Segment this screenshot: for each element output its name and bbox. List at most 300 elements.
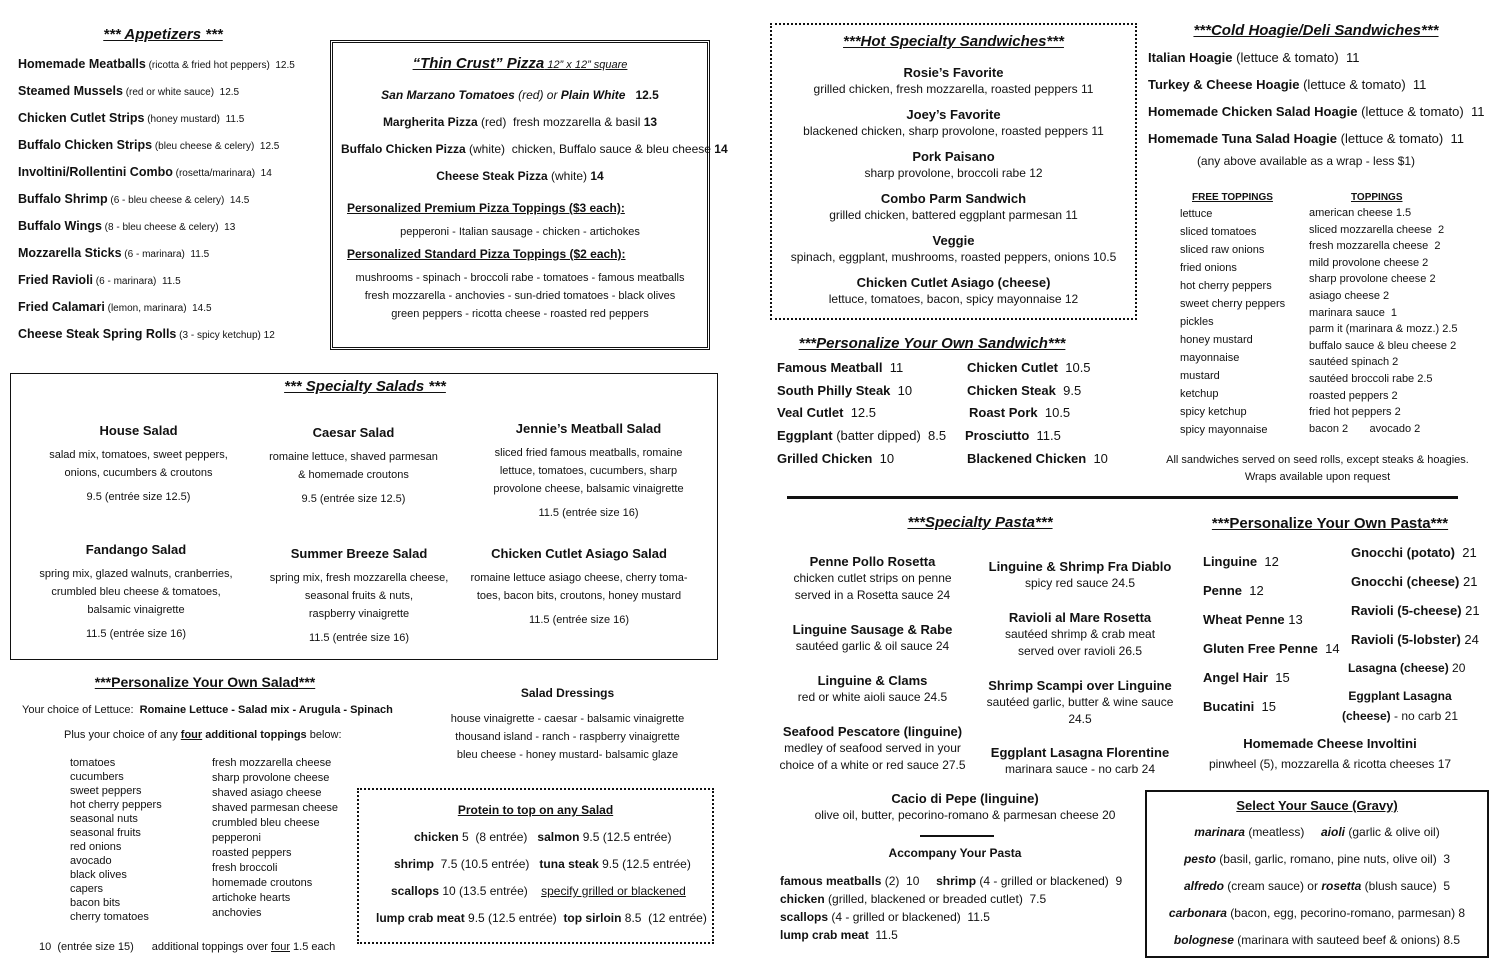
protein-name: top sirloin xyxy=(563,911,622,925)
sandwich-desc: spinach, eggplant, mushrooms, roasted peppers, onions 10.5 xyxy=(790,250,1117,264)
hot-sandwich xyxy=(772,275,1135,306)
salad-desc: toes, bacon bits, croutons, honey mustard xyxy=(476,590,682,602)
appetizers-section xyxy=(18,26,318,348)
salad-footer-four: four xyxy=(271,941,290,953)
appetizer-price: 14.5 xyxy=(186,303,212,314)
appetizer-item xyxy=(18,78,318,105)
sauce-name: carbonara xyxy=(1168,906,1227,920)
salad-footer-price: 10 (entrée size 15) xyxy=(39,941,134,953)
sauce-row xyxy=(1147,825,1487,839)
free-topping: mayonnaise xyxy=(1180,352,1240,364)
hot-sandwiches-box xyxy=(770,23,1137,320)
salad-topping: artichoke hearts xyxy=(212,892,291,904)
protein-name: shrimp xyxy=(394,857,435,871)
sandwich-option-name: Veal Cutlet xyxy=(777,405,844,421)
pizza-name: Buffalo Chicken Pizza xyxy=(341,142,466,156)
dressings-title: Salad Dressings xyxy=(520,686,615,700)
pasta-option xyxy=(1351,574,1477,589)
sandwich-desc: blackened chicken, sharp provolone, roasted peppers 11 xyxy=(803,124,1104,138)
dressings-line: bleu cheese - honey mustard- balsamic glaze xyxy=(456,749,679,761)
sandwich-desc: (lettuce & tomato) 11 xyxy=(1357,104,1485,119)
pasta-eggplant-lasagna-option xyxy=(1330,686,1470,726)
appetizer-desc: (honey mustard) xyxy=(144,114,221,125)
pizza-san-marzano xyxy=(341,88,699,102)
pasta-option-price: 15 xyxy=(1254,698,1276,714)
appetizer-desc: (red or white sauce) xyxy=(122,87,215,98)
protein-price: 9.5 (12.5 entrée) xyxy=(464,911,564,925)
premium-toppings-heading: Personalized Premium Pizza Toppings ($3 each): xyxy=(347,201,625,215)
salad-topping: crumbled bleu cheese xyxy=(212,817,320,829)
salad-topping: capers xyxy=(70,883,104,895)
pasta-option-price: 15 xyxy=(1268,669,1290,685)
accompany-row xyxy=(780,908,1122,926)
appetizer-item xyxy=(18,105,318,132)
cheese-involtini xyxy=(1180,734,1480,774)
protein-price: 10 (13.5 entrée) xyxy=(439,884,542,898)
appetizer-name: Buffalo Chicken Strips xyxy=(18,138,153,152)
appetizer-item xyxy=(18,321,318,348)
sauce-name: rosetta xyxy=(1321,879,1362,893)
paid-topping: sharp provolone cheese 2 xyxy=(1309,273,1436,286)
salad-name: Summer Breeze Salad xyxy=(290,546,428,561)
appetizer-price: 11.5 xyxy=(156,276,181,287)
appetizer-price: 14 xyxy=(255,168,272,179)
protein-name: tuna steak xyxy=(539,857,599,871)
salad-topping: shaved asiago cheese xyxy=(212,787,322,799)
pasta-seafood xyxy=(770,723,975,774)
salad-caesar xyxy=(251,424,456,508)
hot-sandwich xyxy=(772,191,1135,222)
pasta-desc: red or white aioli sauce 24.5 xyxy=(797,690,948,704)
sandwich-option-name: Blackened Chicken xyxy=(967,450,1087,466)
cold-sandwich xyxy=(1148,71,1488,98)
accompany-price: (4 - grilled or blackened) 11.5 xyxy=(828,910,990,924)
salad-topping: black olives xyxy=(70,869,127,881)
pasta-desc: medley of seafood served in your xyxy=(784,741,961,755)
free-toppings-list xyxy=(1180,205,1285,439)
paid-topping: sautéed spinach 2 xyxy=(1309,356,1399,369)
salad-topping: avocado xyxy=(70,855,112,867)
pasta-option-price: 24 xyxy=(1460,631,1479,647)
accompany-name: lump crab meat xyxy=(780,928,869,942)
pasta-option-name: Linguine xyxy=(1203,554,1258,569)
free-topping: sliced raw onions xyxy=(1180,244,1265,256)
salad-topping: tomatoes xyxy=(70,757,116,769)
salad-topping: sharp provolone cheese xyxy=(212,772,330,784)
pasta-desc: sautéed shrimp & crab meat xyxy=(1004,627,1156,641)
cold-sandwich xyxy=(1148,44,1488,71)
free-toppings-title: FREE TOPPINGS xyxy=(1192,192,1273,203)
involtini-desc: pinwheel (5), mozzarella & ricotta cheeses 17 xyxy=(1208,757,1452,771)
free-topping: fried onions xyxy=(1180,262,1237,274)
salad-price: 11.5 (entrée size 16) xyxy=(538,507,639,519)
salad-topping: roasted peppers xyxy=(212,847,292,859)
dressings-line: house vinaigrette - caesar - balsamic vinaigrette xyxy=(450,713,685,725)
appetizer-price: 12.5 xyxy=(269,60,295,71)
pasta-option xyxy=(1351,545,1477,560)
paid-toppings xyxy=(1309,192,1458,437)
sandwich-name: Turkey & Cheese Hoagie xyxy=(1148,77,1300,92)
free-toppings xyxy=(1180,192,1285,439)
salad-topping: fresh mozzarella cheese xyxy=(212,757,332,769)
sandwich-option-price: 10 xyxy=(890,382,913,398)
pasta-option-name: Gluten Free Penne xyxy=(1203,640,1318,656)
sauce-name: aioli xyxy=(1321,825,1346,839)
salad-desc: salad mix, tomatoes, sweet peppers, xyxy=(49,449,228,461)
salad-name: Jennie’s Meatball Salad xyxy=(515,421,662,436)
protein-name: chicken xyxy=(414,830,459,844)
instruction-text: below: xyxy=(306,729,342,741)
salad-name: House Salad xyxy=(99,423,178,438)
salad-toppings-col1 xyxy=(70,756,162,924)
sauce-row xyxy=(1147,906,1487,920)
paid-toppings-list xyxy=(1309,205,1458,437)
free-topping: spicy ketchup xyxy=(1180,406,1247,418)
lettuce-options: Romaine Lettuce - Salad mix - Arugula - Spinach xyxy=(139,704,393,716)
hot-sandwich xyxy=(772,149,1135,180)
sauce-name: bolognese xyxy=(1173,933,1234,947)
appetizer-item xyxy=(18,213,318,240)
sauce-title xyxy=(1147,798,1487,813)
salad-topping: seasonal nuts xyxy=(70,813,138,825)
sandwich-option-price: 11.5 xyxy=(1029,428,1061,444)
sandwich-option-name: Prosciutto xyxy=(965,428,1030,444)
appetizer-item xyxy=(18,267,318,294)
sandwich-name: Rosie’s Favorite xyxy=(903,65,1004,80)
paid-topping: marinara sauce 1 xyxy=(1309,306,1398,319)
pasta-name: Ravioli al Mare Rosetta xyxy=(1008,610,1152,625)
appetizer-desc: (6 - marinara) xyxy=(93,276,157,287)
sandwich-option-name: Roast Pork xyxy=(969,405,1038,421)
sandwich-option xyxy=(777,428,946,443)
protein-row xyxy=(391,884,686,898)
pasta-eggplant-lasagna xyxy=(980,744,1180,778)
pasta-option-name: Ravioli (5-cheese) xyxy=(1351,602,1462,618)
protein-row xyxy=(376,911,707,925)
sauce-desc: (basil, garlic, romano, pine nuts, olive oil) 3 xyxy=(1215,852,1451,866)
sandwich-option-name: Grilled Chicken xyxy=(777,450,873,466)
pasta-option-name: Lasagna (cheese) xyxy=(1348,660,1449,675)
sandwich-desc: (lettuce & tomato) 11 xyxy=(1232,50,1360,65)
sauce-row xyxy=(1147,879,1487,893)
sandwich-name: Chicken Cutlet Asiago (cheese) xyxy=(856,275,1051,290)
premium-toppings-list: pepperoni - Italian sausage - chicken - artichokes xyxy=(400,226,640,238)
sandwich-option-price: 10.5 xyxy=(1058,360,1091,375)
salad-topping: sweet peppers xyxy=(70,785,142,797)
standard-toppings-line: fresh mozzarella - anchovies - sun-dried tomatoes - black olives xyxy=(364,290,676,302)
appetizer-desc: (rosetta/marinara) xyxy=(172,168,256,179)
paid-toppings-title: TOPPINGS xyxy=(1351,192,1403,203)
pasta-option xyxy=(1203,583,1264,598)
pasta-ravioli-mare xyxy=(980,609,1180,660)
pizza-title xyxy=(341,55,699,72)
salad-topping: cherry tomatoes xyxy=(70,911,149,923)
pizza-name: Margherita Pizza xyxy=(382,115,478,129)
salad-desc: seasonal fruits & nuts, xyxy=(304,590,414,602)
appetizer-item xyxy=(18,240,318,267)
pasta-option xyxy=(1348,661,1465,675)
salad-desc: spring mix, fresh mozzarella cheese, xyxy=(269,572,449,584)
sauce-name: alfredo xyxy=(1183,879,1224,893)
salad-topping: fresh broccoli xyxy=(212,862,278,874)
paid-topping: mild provolone cheese 2 xyxy=(1309,256,1429,269)
appetizer-name: Buffalo Shrimp xyxy=(18,192,108,206)
free-topping: hot cherry peppers xyxy=(1180,280,1272,292)
pasta-option-name: Wheat Penne xyxy=(1203,611,1285,627)
pasta-name: Seafood Pescatore (linguine) xyxy=(782,724,963,739)
pasta-name: Eggplant Lasagna Florentine xyxy=(990,745,1170,760)
pizza-dimensions: 12” x 12” square xyxy=(544,59,628,71)
accompany-title: Accompany Your Pasta xyxy=(888,846,1022,860)
pasta-option-price: 21 xyxy=(1461,602,1480,618)
accompany-row xyxy=(780,926,1122,944)
sandwich-option xyxy=(777,405,876,420)
pasta-desc: served over ravioli 26.5 xyxy=(1017,644,1143,658)
appetizer-item xyxy=(18,159,318,186)
appetizer-price: 14.5 xyxy=(224,195,250,206)
instruction-bold: additional toppings xyxy=(202,729,307,741)
pasta-option-name: Penne xyxy=(1203,582,1243,598)
sandwich-desc: sharp provolone, broccoli rabe 12 xyxy=(864,166,1043,180)
pasta-name: Linguine & Shrimp Fra Diablo xyxy=(988,559,1172,574)
pizza-buffalo xyxy=(341,142,728,156)
paid-topping: parm it (marinara & mozz.) 2.5 xyxy=(1309,323,1458,336)
free-topping: ketchup xyxy=(1180,388,1219,400)
salad-topping: shaved parmesan cheese xyxy=(212,802,338,814)
appetizer-name: Mozzarella Sticks xyxy=(18,246,122,260)
salads-title: *** Specialty Salads *** xyxy=(284,378,446,395)
salad-jennie xyxy=(481,420,696,522)
sandwich-option-name: South Philly Steak xyxy=(777,382,891,398)
appetizer-name: Steamed Mussels xyxy=(18,84,123,98)
paid-topping: sautéed broccoli rabe 2.5 xyxy=(1309,372,1433,385)
pasta-penne-pollo xyxy=(775,553,970,604)
appetizer-price: 13 xyxy=(218,222,236,233)
salad-fandango xyxy=(36,541,236,643)
sandwich-served-note xyxy=(1150,452,1485,486)
sandwich-option-price: 10.5 xyxy=(1037,405,1071,421)
protein-price: 8.5 (12 entrée) xyxy=(621,911,707,925)
pizza-name: San Marzano Tomatoes xyxy=(381,88,515,102)
free-topping: spicy mayonnaise xyxy=(1180,424,1268,436)
appetizer-desc: (lemon, marinara) xyxy=(104,303,187,314)
pasta-desc: served in a Rosetta sauce 24 xyxy=(794,588,951,602)
pasta-option-price: 21 xyxy=(1455,545,1477,560)
sandwich-name: Italian Hoagie xyxy=(1148,50,1233,65)
paid-topping: sliced mozzarella cheese 2 xyxy=(1309,223,1445,236)
pizza-name: Cheese Steak Pizza xyxy=(436,169,548,183)
salad-desc: onions, cucumbers & croutons xyxy=(64,467,213,479)
pasta-name: Linguine & Clams xyxy=(817,673,928,688)
appetizer-name: Homemade Meatballs xyxy=(18,57,146,71)
paid-topping: american cheese 1.5 xyxy=(1309,207,1412,219)
pizza-price: 14 xyxy=(590,169,604,183)
sandwich-name: Joey’s Favorite xyxy=(906,107,1001,122)
pizza-cheesesteak xyxy=(341,169,699,183)
sauce-desc: (meatless) xyxy=(1244,825,1321,839)
pizza-price: 13 xyxy=(643,115,658,129)
salad-desc: crumbled bleu cheese & tomatoes, xyxy=(51,586,221,598)
sandwich-option-price: 10 xyxy=(872,450,895,466)
sandwich-option-name: Famous Meatball xyxy=(777,360,883,375)
sauce-row xyxy=(1147,852,1487,866)
appetizer-desc: (6 - marinara) xyxy=(121,249,185,260)
sandwich-desc: grilled chicken, fresh mozzarella, roasted peppers 11 xyxy=(813,82,1094,96)
sauce-title-text: Select Your Sauce (Gravy) xyxy=(1236,798,1398,813)
protein-note: specify grilled or blackened xyxy=(541,884,686,898)
salad-topping: anchovies xyxy=(212,907,262,919)
paid-topping: roasted peppers 2 xyxy=(1309,389,1398,402)
standard-toppings-heading: Personalized Standard Pizza Toppings ($2 each): xyxy=(347,247,626,261)
pasta-option-price: 14 xyxy=(1317,640,1340,656)
pasta-desc: chicken cutlet strips on penne xyxy=(793,571,952,585)
salad-topping: pepperoni xyxy=(212,832,261,844)
salad-price: 11.5 (entrée size 16) xyxy=(308,632,410,644)
salad-price: 9.5 (entrée size 12.5) xyxy=(86,491,191,503)
instruction-four: four xyxy=(180,729,203,741)
pasta-option xyxy=(1351,632,1479,647)
salad-desc: & homemade croutons xyxy=(298,469,409,481)
sandwich-option-price: 12.5 xyxy=(843,405,876,421)
salad-desc: romaine lettuce asiago cheese, cherry toma- xyxy=(470,572,688,584)
pizza-desc: (red) fresh mozzarella & basil xyxy=(477,115,644,129)
salad-house xyxy=(41,422,236,506)
salad-topping: bacon bits xyxy=(70,897,121,909)
pasta-name: Shrimp Scampi over Linguine xyxy=(988,678,1172,693)
appetizer-desc: (ricotta & fried hot peppers) xyxy=(145,60,270,71)
sandwich-option xyxy=(777,451,894,466)
pizza-title-text: “Thin Crust” Pizza xyxy=(412,55,545,72)
pasta-option xyxy=(1203,699,1276,714)
protein-price: 5 (8 entrée) xyxy=(458,830,538,844)
appetizers-title: *** Appetizers *** xyxy=(103,26,223,43)
pasta-option xyxy=(1351,603,1480,618)
appetizer-price: 12.5 xyxy=(254,141,280,152)
free-topping: lettuce xyxy=(1180,208,1213,220)
accompany-price: (4 - grilled or blackened) 9 xyxy=(976,874,1123,888)
pasta-desc: olive oil, butter, pecorino-romano & parmesan cheese 20 xyxy=(814,808,1116,822)
pasta-option-price: 13 xyxy=(1284,611,1303,627)
sandwich-option-price: 11 xyxy=(882,360,904,375)
protein-name: scallops xyxy=(391,884,440,898)
pasta-option-name: Gnocchi (potato) xyxy=(1351,545,1455,560)
salad-topping: hot cherry peppers xyxy=(70,799,162,811)
protein-name: lump crab meat xyxy=(376,911,465,925)
sandwich-name: Pork Paisano xyxy=(912,149,995,164)
lettuce-choice xyxy=(22,704,393,716)
salad-price: 11.5 (entrée size 16) xyxy=(85,628,187,640)
appetizer-price: 12 xyxy=(260,330,275,341)
sauce-desc: (garlic & olive oil) xyxy=(1345,825,1440,839)
pasta-desc: choice of a white or red sauce 27.5 xyxy=(779,758,966,772)
protein-row xyxy=(414,830,671,844)
specialty-salads-box xyxy=(10,373,718,660)
protein-name: salmon xyxy=(537,830,580,844)
pasta-name: Penne Pollo Rosetta xyxy=(809,554,936,569)
sandwich-name: Homemade Chicken Salad Hoagie xyxy=(1148,104,1358,119)
cold-sandwich xyxy=(1148,125,1488,152)
appetizer-name: Chicken Cutlet Strips xyxy=(18,111,145,125)
sandwich-option xyxy=(965,428,1061,443)
appetizer-item xyxy=(18,186,318,213)
paid-topping: bacon 2 avocado 2 xyxy=(1309,422,1421,435)
protein-price: 7.5 (10.5 entrée) xyxy=(434,857,540,871)
appetizer-name: Fried Calamari xyxy=(18,300,105,314)
sandwich-desc: (lettuce & tomato) 11 xyxy=(1337,131,1464,146)
salad-chicken-asiago xyxy=(463,545,695,629)
pizza-desc: (white) xyxy=(547,169,591,183)
sauce-name: pesto xyxy=(1183,852,1216,866)
toppings-instruction xyxy=(64,729,342,741)
pasta-option-price: 12 xyxy=(1257,554,1279,569)
salad-desc: raspberry vinaigrette xyxy=(308,608,410,620)
wrap-note: (any above available as a wrap - less $1) xyxy=(1196,154,1416,168)
sandwich-option xyxy=(969,405,1070,420)
pasta-option xyxy=(1203,641,1340,656)
pasta-desc: 24.5 xyxy=(1068,712,1092,726)
salad-desc: provolone cheese, balsamic vinaigrette xyxy=(493,483,684,495)
pasta-fra-diablo xyxy=(980,558,1180,592)
standard-toppings-line: green peppers - ricotta cheese - roasted red peppers xyxy=(391,308,649,320)
paid-topping: fresh mozzarella cheese 2 xyxy=(1309,240,1441,253)
involtini-name: Homemade Cheese Involtini xyxy=(1243,736,1417,751)
appetizer-name: Cheese Steak Spring Rolls xyxy=(18,327,177,341)
salad-topping: red onions xyxy=(70,841,122,853)
appetizer-desc: (bleu cheese & celery) xyxy=(152,141,255,152)
pasta-option-name: Ravioli (5-lobster) xyxy=(1351,631,1461,647)
appetizer-price: 11.5 xyxy=(220,114,245,125)
pasta-name: Cacio di Pepe (linguine) xyxy=(891,791,1039,806)
pasta-option-name: Gnocchi (cheese) xyxy=(1351,573,1460,589)
appetizer-price: 12.5 xyxy=(214,87,240,98)
sauce-desc: (bacon, egg, pecorino-romano, parmesan) 8 xyxy=(1226,906,1466,920)
pasta-option xyxy=(1203,554,1279,569)
pizza-price: 12.5 xyxy=(625,88,659,102)
salad-price: 9.5 (entrée size 12.5) xyxy=(301,493,406,505)
pasta-clams xyxy=(775,672,970,706)
salad-footer-text: 1.5 each xyxy=(290,941,336,953)
salad-desc: sliced fried famous meatballs, romaine xyxy=(494,447,683,459)
accompany-name: shrimp xyxy=(936,874,977,888)
pasta-scampi xyxy=(975,677,1185,728)
appetizer-item xyxy=(18,294,318,321)
pasta-sausage-rabe xyxy=(775,621,970,655)
free-topping: mustard xyxy=(1180,370,1220,382)
sauce-desc: (blush sauce) 5 xyxy=(1361,879,1451,893)
salad-footer xyxy=(39,941,335,953)
free-topping: honey mustard xyxy=(1180,334,1253,346)
pizza-margherita xyxy=(341,115,699,129)
sandwich-option xyxy=(777,383,912,398)
lettuce-label: Your choice of Lettuce: xyxy=(22,704,140,716)
appetizer-item xyxy=(18,132,318,159)
personalize-salad-title: ***Personalize Your Own Salad*** xyxy=(94,674,316,690)
protein-row xyxy=(394,857,691,871)
appetizer-name: Involtini/Rollentini Combo xyxy=(18,165,173,179)
salad-desc: romaine lettuce, shaved parmesan xyxy=(269,451,438,463)
accompany-divider xyxy=(920,835,994,837)
salad-desc: balsamic vinaigrette xyxy=(87,604,185,616)
salad-price: 11.5 (entrée size 16) xyxy=(528,614,630,626)
salad-name: Chicken Cutlet Asiago Salad xyxy=(491,546,667,561)
sandwich-desc: lettuce, tomatoes, bacon, spicy mayonnaise 12 xyxy=(828,292,1079,306)
salad-desc: spring mix, glazed walnuts, cranberries, xyxy=(39,568,233,580)
eggplant-lasagna-price: - no carb 21 xyxy=(1390,709,1459,723)
sandwich-option xyxy=(777,360,903,375)
salad-topping: cucumbers xyxy=(70,771,124,783)
salad-toppings-col2 xyxy=(212,756,338,921)
pasta-option xyxy=(1203,670,1290,685)
